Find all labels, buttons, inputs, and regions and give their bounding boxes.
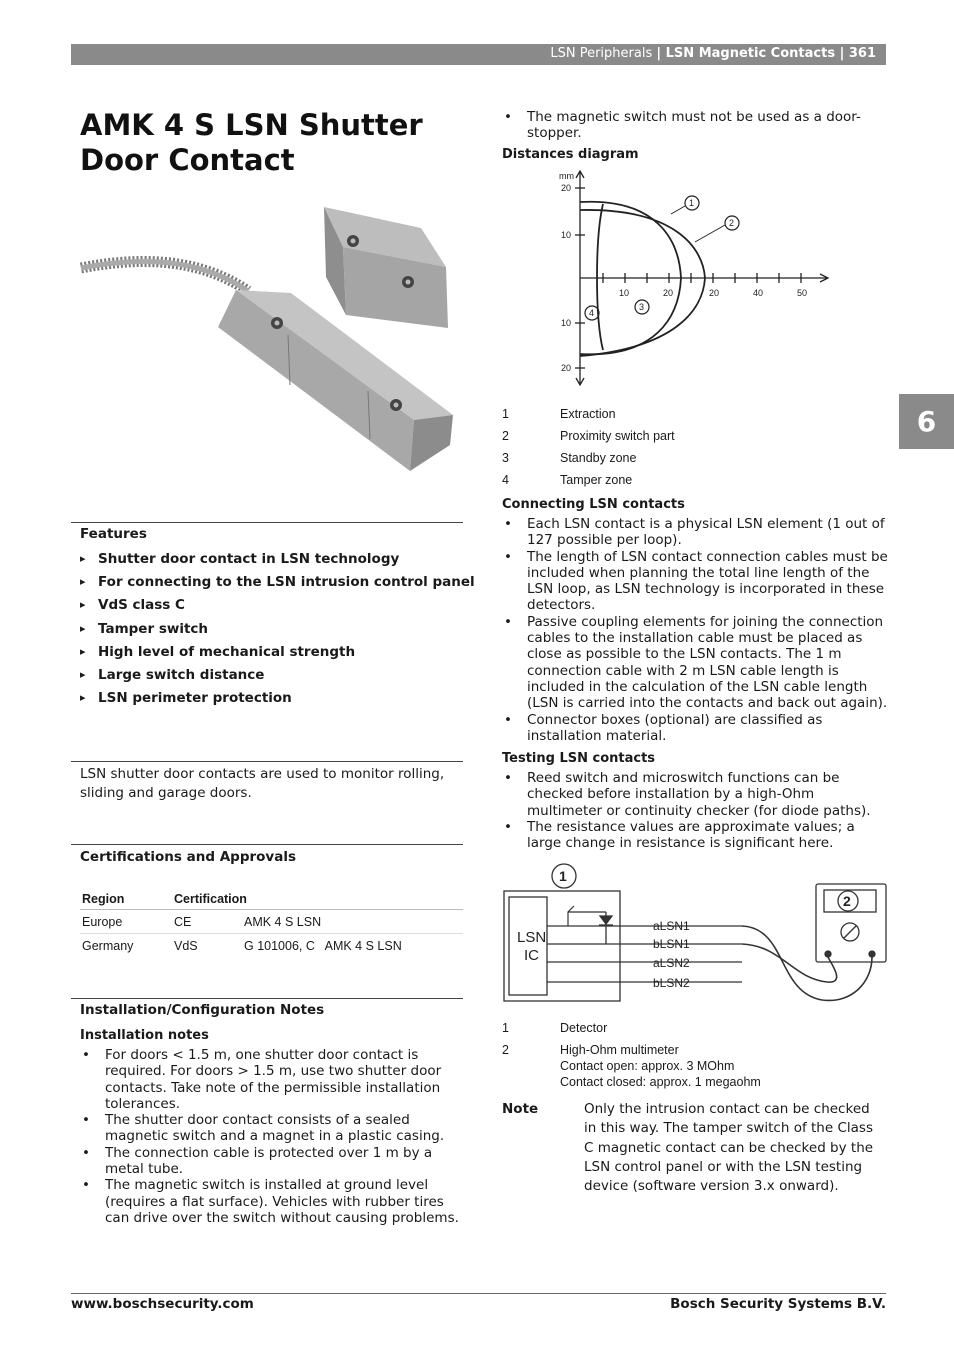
y-tick-label: 20 [561, 183, 572, 193]
wiring-diagram [502, 862, 888, 1007]
region-cell: Europe [80, 910, 172, 934]
features-heading: Features [80, 526, 147, 542]
callout-label: 3 [639, 302, 645, 312]
legend-label: Proximity switch part [560, 429, 675, 443]
testing-list [502, 770, 888, 851]
certifications-heading: Certifications and Approvals [80, 849, 296, 865]
list-item: • Passive coupling elements for joining the connection cables to the installation cable must be placed as close as possible to the LSN contacts. The 1 m connection cable with 2 m LSN cable length is included in the calculation of the LSN cable length (LSN is carried into the contacts and back out again). [502, 614, 888, 712]
region-cell: Germany [82, 939, 134, 953]
feature-item: ▸ VdS class C [80, 596, 475, 619]
distances-heading: Distances diagram [502, 147, 639, 162]
features-list [80, 550, 475, 712]
page-title: AMK 4 S LSN Shutter Door Contact [80, 108, 423, 177]
column-header: Region [80, 890, 172, 910]
footer-website: www.boschsecurity.com [71, 1296, 254, 1312]
product-photo [78, 195, 463, 485]
wiring-legend [502, 1020, 761, 1090]
legend-label: Tamper zone [560, 473, 633, 487]
axis-unit-label: mm [559, 171, 574, 181]
feature-item: ▸ LSN perimeter protection [80, 689, 475, 712]
list-item: • The resistance values are approximate values; a large change in resistance is significant here. [502, 819, 888, 852]
callout-label: 4 [589, 308, 595, 318]
legend-number: 2 [502, 429, 509, 443]
legend-label: Contact open: approx. 3 MOhm [560, 1059, 735, 1073]
wire-label: aLSN1 [653, 919, 690, 933]
cert-cell: VdS [174, 939, 198, 953]
x-tick-label: 50 [797, 288, 808, 298]
callout-label: 2 [843, 893, 851, 909]
list-item: • The magnetic switch is installed at ground level (requires a flat surface). Vehicles with rubber tires can drive over the switch without causing problems. [80, 1177, 465, 1226]
connecting-heading: Connecting LSN contacts [502, 497, 685, 512]
callout-label: 1 [559, 868, 567, 884]
legend-number: 3 [502, 451, 509, 465]
testing-heading: Testing LSN contacts [502, 751, 656, 766]
running-header [550, 46, 876, 61]
legend-row [502, 428, 675, 450]
top-right-list [502, 109, 886, 142]
table-row [80, 910, 463, 934]
feature-item: ▸ Shutter door contact in LSN technology [80, 550, 475, 573]
callout-label: 1 [689, 198, 695, 208]
legend-number: 1 [502, 1021, 509, 1035]
installation-subheading: Installation notes [80, 1028, 209, 1043]
note-label: Note [502, 1101, 539, 1117]
legend-number: 2 [502, 1043, 509, 1057]
legend-row [502, 1020, 761, 1042]
legend-label: Detector [560, 1021, 608, 1035]
wire-label: bLSN2 [653, 976, 690, 990]
installation-rule [71, 998, 463, 999]
cert-cell: CE [172, 910, 242, 934]
legend-row [502, 1058, 761, 1074]
list-item: • Reed switch and microswitch functions can be checked before installation by a high-Ohm multimeter or continuity checker (for diode paths). [502, 770, 888, 819]
ic-label: IC [524, 947, 539, 964]
list-item: • Connector boxes (optional) are classified as installation material. [502, 712, 888, 745]
legend-label: Contact closed: approx. 1 megaohm [560, 1075, 761, 1089]
list-item: • The length of LSN contact connection cables must be included when planning the total line length of the LSN loop, as LSN technology is incorporated in these detectors. [502, 549, 888, 614]
legend-label: Standby zone [560, 451, 637, 465]
ic-label: LSN [517, 929, 547, 946]
feature-item: ▸ High level of mechanical strength [80, 643, 475, 666]
list-item: • The magnetic switch must not be used as a door-stopper. [502, 109, 886, 142]
legend-row [502, 1042, 761, 1058]
x-tick-label: 10 [619, 288, 630, 298]
legend-row [502, 1074, 761, 1090]
feature-item: ▸ For connecting to the LSN intrusion control panel [80, 573, 475, 596]
list-item: • Each LSN contact is a physical LSN element (1 out of 127 possible per loop). [502, 516, 888, 549]
x-tick-label: 20 [663, 288, 674, 298]
installation-list [80, 1047, 465, 1226]
distances-diagram [555, 168, 840, 390]
list-item: • The shutter door contact consists of a sealed magnetic switch and a magnet in a plastic casing. [80, 1112, 465, 1145]
detail-cell: AMK 4 S LSN [242, 910, 463, 934]
certifications-rule [71, 844, 463, 845]
y-tick-label: 10 [561, 318, 572, 328]
product-description: LSN shutter door contacts are used to monitor rolling, sliding and garage doors. [80, 766, 445, 801]
page-header-bar [71, 44, 886, 65]
x-tick-label: 20 [709, 288, 720, 298]
legend-row [502, 406, 675, 428]
wire-label: bLSN1 [653, 937, 690, 951]
list-item: • For doors < 1.5 m, one shutter door contact is required. For doors > 1.5 m, use two shutter door contacts. Take note of the permissible installation tolerances. [80, 1047, 465, 1112]
footer-company: Bosch Security Systems B.V. [670, 1296, 886, 1312]
legend-label: High-Ohm multimeter [560, 1043, 679, 1057]
legend-number: 4 [502, 473, 509, 487]
y-tick-label: 10 [561, 230, 572, 240]
y-tick-label: 20 [561, 363, 572, 373]
footer-rule [71, 1293, 886, 1294]
connecting-list [502, 516, 888, 744]
detail-cell: G 101006, C AMK 4 S LSN [244, 939, 402, 953]
legend-label: Extraction [560, 407, 616, 421]
certifications-table [80, 890, 463, 957]
header-chapter: LSN Magnetic Contacts | 361 [665, 46, 876, 61]
features-rule [71, 522, 463, 523]
chapter-tab: 6 [899, 394, 954, 449]
legend-row [502, 450, 675, 472]
table-header-row [80, 890, 463, 910]
wire-label: aLSN2 [653, 956, 690, 970]
description-rule [71, 761, 463, 762]
column-header: Certification [172, 890, 463, 910]
feature-item: ▸ Large switch distance [80, 666, 475, 689]
distances-legend [502, 406, 675, 494]
installation-heading: Installation/Configuration Notes [80, 1002, 325, 1018]
legend-row [502, 472, 675, 494]
list-item: • The connection cable is protected over 1 m by a metal tube. [80, 1145, 465, 1178]
table-row [80, 934, 463, 958]
legend-number: 1 [502, 407, 509, 421]
callout-label: 2 [729, 218, 735, 228]
header-section: LSN Peripherals [550, 46, 657, 61]
note-text: Only the intrusion contact can be checked in this way. The tamper switch of the Class C magnetic contact can be checked by the LSN control panel or with the LSN testing device (software version 3.x onward). [584, 1101, 874, 1195]
header-separator: | [656, 46, 666, 61]
feature-item: ▸ Tamper switch [80, 620, 475, 643]
x-tick-label: 40 [753, 288, 764, 298]
